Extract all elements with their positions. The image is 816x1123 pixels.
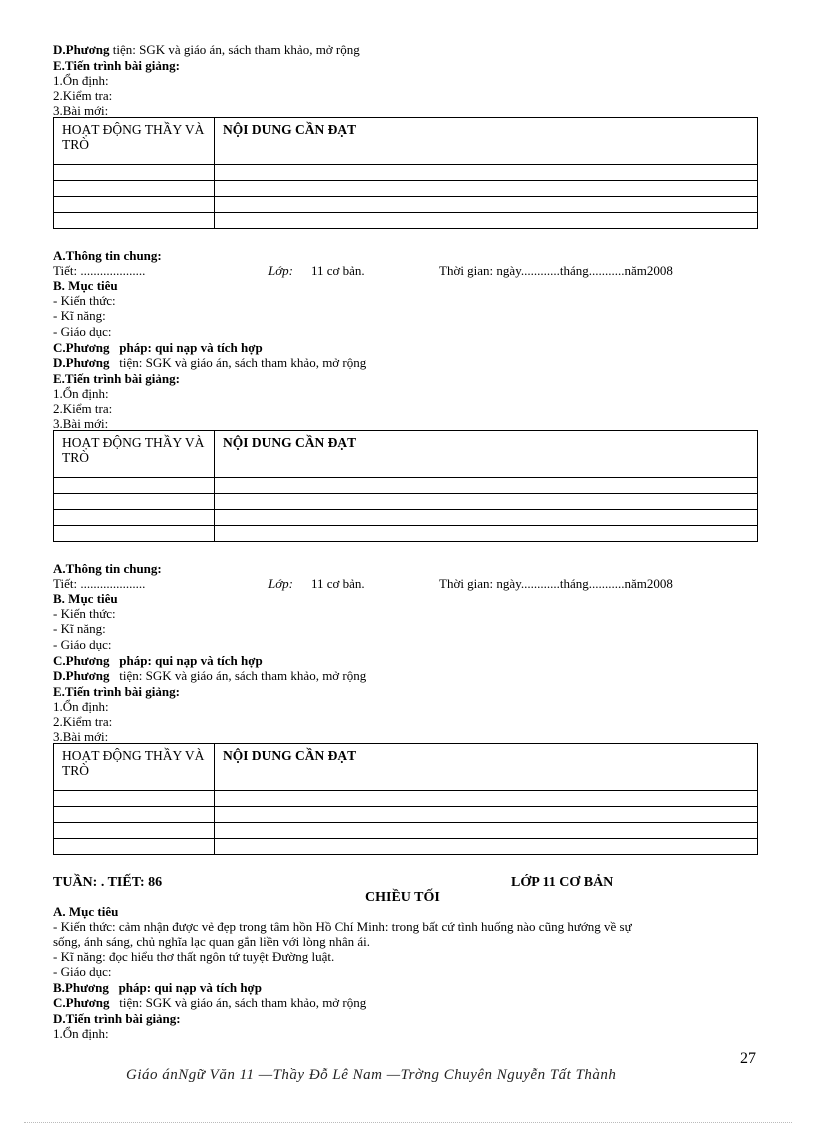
section-d-heading: D.Tiến trình bài giảng: — [53, 1011, 181, 1026]
table-row — [54, 823, 758, 839]
step-bai-moi: 3.Bài mới: — [53, 416, 109, 431]
section-c-text: tiện: SGK và giáo án, sách tham khảo, mở rộng — [119, 995, 367, 1010]
muc-tieu-kien-thuc: - Kiến thức: — [53, 606, 116, 621]
muc-tieu-giao-duc: - Giáo dục: — [53, 964, 112, 979]
step-on-dinh: 1.Ổn định: — [53, 386, 109, 401]
section-d-line — [53, 356, 366, 370]
section-c-line — [53, 996, 366, 1010]
lesson-table — [53, 743, 758, 855]
section-c-line — [53, 341, 263, 355]
table-row — [54, 839, 758, 855]
step-kiem-tra: 2.Kiểm tra: — [53, 714, 113, 729]
section-d-text: tiện: SGK và giáo án, sách tham khảo, mở rộng — [119, 355, 367, 370]
muc-tieu-ki-nang: - Kĩ năng: — [53, 308, 106, 323]
table-row — [54, 165, 758, 181]
table-header-activity: HOẠT ĐỘNG THẦY VÀ TRÒ — [54, 744, 215, 791]
muc-tieu-kien-thuc-cont: sống, ánh sáng, chủ nghĩa lạc quan gắn liền với lòng nhân ái. — [53, 934, 370, 949]
thoi-gian-field: Thời gian: ngày............tháng...........năm2008 — [439, 576, 673, 591]
table-row — [54, 510, 758, 526]
section-e-heading: E.Tiến trình bài giảng: — [53, 371, 180, 386]
section-d-text: tiện: SGK và giáo án, sách tham khảo, mở rộng — [112, 42, 360, 57]
section-d-label: D.Phương — [53, 42, 110, 57]
table-row — [54, 181, 758, 197]
table-row — [54, 197, 758, 213]
section-c-line — [53, 654, 263, 668]
table-row — [54, 213, 758, 229]
step-on-dinh: 1.Ổn định: — [53, 73, 109, 88]
lop-value: 11 cơ bản. — [311, 263, 365, 278]
section-b-heading: B. Mục tiêu — [53, 278, 118, 293]
muc-tieu-kien-thuc: - Kiến thức: cảm nhận được vẻ đẹp trong tâm hồn Hồ Chí Minh: trong bất cứ tình huống nào cũng hướng về sự — [53, 919, 632, 934]
muc-tieu-giao-duc: - Giáo dục: — [53, 324, 112, 339]
section-b-heading: B. Mục tiêu — [53, 591, 118, 606]
muc-tieu-ki-nang: - Kĩ năng: — [53, 621, 106, 636]
table-header-content: NỘI DUNG CẦN ĐẠT — [215, 118, 758, 165]
page-number: 27 — [740, 1050, 756, 1067]
section-c-label: C.Phương — [53, 653, 110, 668]
table-row — [54, 526, 758, 542]
section-d-text: tiện: SGK và giáo án, sách tham khảo, mở rộng — [119, 668, 367, 683]
table-row — [54, 494, 758, 510]
section-d-line — [53, 669, 366, 683]
section-a-heading: A. Mục tiêu — [53, 904, 119, 919]
section-d-label: D.Phương — [53, 668, 110, 683]
section-b-label: B.Phương — [53, 980, 109, 995]
table-row — [54, 791, 758, 807]
muc-tieu-kien-thuc: - Kiến thức: — [53, 293, 116, 308]
table-header-activity: HOẠT ĐỘNG THẦY VÀ TRÒ — [54, 431, 215, 478]
table-header-content: NỘI DUNG CẦN ĐẠT — [215, 431, 758, 478]
step-kiem-tra: 2.Kiểm tra: — [53, 401, 113, 416]
table-header-content: NỘI DUNG CẦN ĐẠT — [215, 744, 758, 791]
table-row — [54, 478, 758, 494]
muc-tieu-giao-duc: - Giáo dục: — [53, 637, 112, 652]
line-d-phuong-tien — [53, 43, 360, 57]
section-e-heading: E.Tiến trình bài giảng: — [53, 684, 180, 699]
section-a-heading: A.Thông tin chung: — [53, 561, 162, 576]
lesson-title: CHIỀU TỐI — [365, 890, 440, 905]
section-c-label: C.Phương — [53, 995, 110, 1010]
lop-heading: LỚP 11 CƠ BẢN — [511, 875, 614, 890]
section-e-heading: E.Tiến trình bài giảng: — [53, 58, 180, 73]
section-c-text: pháp: qui nạp và tích hợp — [119, 653, 263, 668]
tuan-tiet-heading: TUẦN: . TIẾT: 86 — [53, 875, 163, 890]
lop-label: Lớp: — [268, 576, 293, 591]
table-row — [54, 807, 758, 823]
step-on-dinh: 1.Ổn định: — [53, 699, 109, 714]
section-d-label: D.Phương — [53, 355, 110, 370]
step-kiem-tra: 2.Kiểm tra: — [53, 88, 113, 103]
table-header-activity: HOẠT ĐỘNG THẦY VÀ TRÒ — [54, 118, 215, 165]
step-bai-moi: 3.Bài mới: — [53, 103, 109, 118]
step-on-dinh: 1.Ổn định: — [53, 1026, 109, 1041]
thoi-gian-field: Thời gian: ngày............tháng...........năm2008 — [439, 263, 673, 278]
section-a-heading: A.Thông tin chung: — [53, 248, 162, 263]
section-b-text: pháp: qui nạp và tích hợp — [118, 980, 262, 995]
tiet-field: Tiết: .................... — [53, 576, 146, 591]
section-c-label: C.Phương — [53, 340, 110, 355]
muc-tieu-ki-nang: - Kĩ năng: đọc hiểu thơ thất ngôn tứ tuyệt Đường luật. — [53, 949, 335, 964]
section-b-line — [53, 981, 262, 995]
tiet-field: Tiết: .................... — [53, 263, 146, 278]
lesson-table — [53, 430, 758, 542]
lop-label: Lớp: — [268, 263, 293, 278]
step-bai-moi: 3.Bài mới: — [53, 729, 109, 744]
lop-value: 11 cơ bản. — [311, 576, 365, 591]
section-c-text: pháp: qui nạp và tích hợp — [119, 340, 263, 355]
lesson-table — [53, 117, 758, 229]
footer-text: Giáo ánNgữ Văn 11 —Thầy Đỗ Lê Nam —Trờng Chuyên Nguyễn Tất Thành — [126, 1067, 617, 1083]
